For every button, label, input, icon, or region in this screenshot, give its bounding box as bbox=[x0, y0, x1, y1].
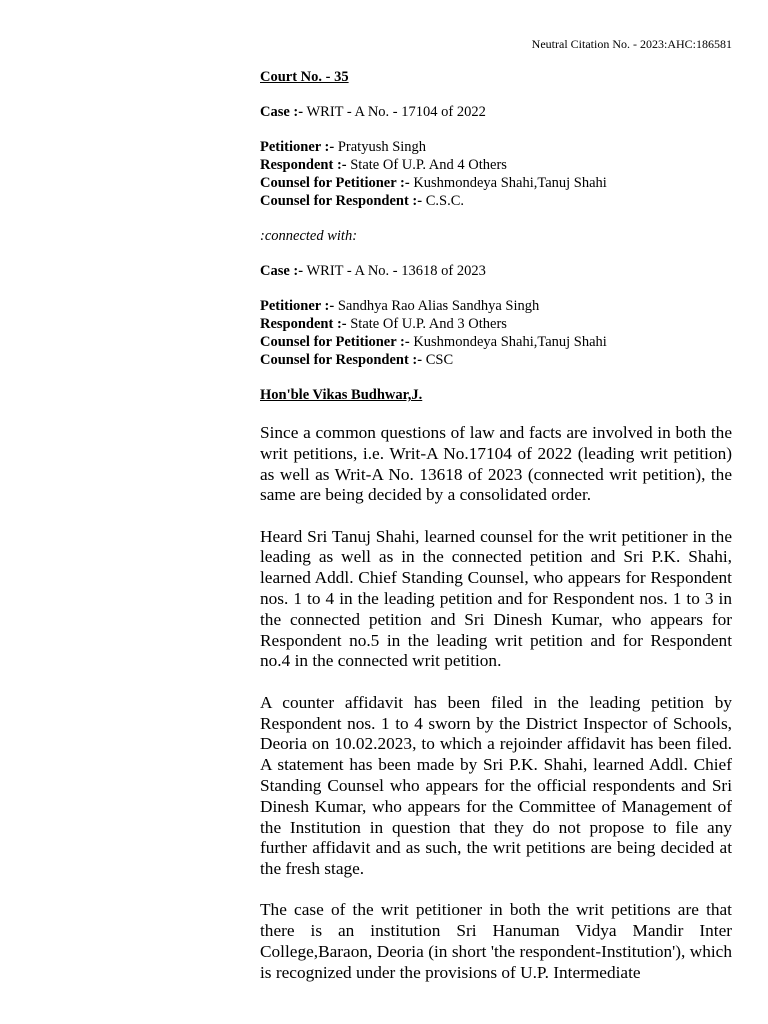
case2-petitioner bbox=[260, 297, 732, 315]
case1-respondent bbox=[260, 156, 732, 174]
case1-label: Case :- bbox=[260, 104, 304, 120]
counsel-respondent-label: Counsel for Respondent :- bbox=[260, 352, 423, 368]
counsel-respondent-name: C.S.C. bbox=[422, 193, 464, 209]
case1-counsel-petitioner bbox=[260, 174, 732, 192]
paragraph: A counter affidavit has been filed in the leading petition by Respondent nos. 1 to 4 sworn by the District Inspector of Schools, Deoria on 10.02.2023, to which a rejoinder affidavit has been filed. A statement has been made by Sri P.K. Shahi, learned Addl. Chief Standing Counsel who appears for the official respondents and Sri Dinesh Kumar, who appears for the Committee of Management of the Institution in question that they do not propose to file any further affidavit and as such, the writ petitions are being decided at the fresh stage. bbox=[260, 692, 732, 879]
paragraph: Since a common questions of law and facts are involved in both the writ petitions, i.e. Writ-A No.17104 of 2022 (leading writ petition) as well as Writ-A No. 13618 of 2023 (connected writ petition), the same are being decided by a consolidated order. bbox=[260, 423, 732, 505]
paragraph: Heard Sri Tanuj Shahi, learned counsel for the writ petitioner in the leading as well as in the connected petition and Sri P.K. Shahi, learned Addl. Chief Standing Counsel, who appears for Respondent nos. 1 to 4 in the leading petition and for Respondent nos. 1 to 3 in the connected petition and Sri Dinesh Kumar, who appears for Respondent no.5 in the leading writ petition and for Respondent no.4 in the connected writ petition. bbox=[260, 526, 732, 671]
case2-counsel-petitioner bbox=[260, 333, 732, 351]
case2-label: Case :- bbox=[260, 263, 304, 279]
counsel-respondent-name: CSC bbox=[422, 352, 454, 368]
respondent-name: State Of U.P. And 3 Others bbox=[346, 316, 507, 332]
case1-counsel-respondent bbox=[260, 192, 732, 210]
judgment-body bbox=[260, 423, 732, 984]
case-header bbox=[260, 68, 732, 404]
case1-number: WRIT - A No. - 17104 of 2022 bbox=[303, 104, 486, 120]
petitioner-label: Petitioner :- bbox=[260, 298, 335, 314]
case2-counsel-respondent bbox=[260, 351, 732, 369]
case2-line bbox=[260, 262, 732, 280]
paragraph: The case of the writ petitioner in both the writ petitions are that there is an institution Sri Hanuman Vidya Mandir Inter College,Baraon, Deoria (in short 'the respondent-Institution'), which is recognized under the provisions of U.P. Intermediate bbox=[260, 900, 732, 982]
case1-petitioner bbox=[260, 138, 732, 156]
counsel-petitioner-name: Kushmondeya Shahi,Tanuj Shahi bbox=[409, 334, 607, 350]
judge-name: Hon'ble Vikas Budhwar,J. bbox=[260, 387, 423, 403]
case2-number: WRIT - A No. - 13618 of 2023 bbox=[303, 263, 486, 279]
petitioner-name: Pratyush Singh bbox=[334, 139, 427, 155]
court-number: Court No. - 35 bbox=[260, 69, 349, 85]
counsel-petitioner-name: Kushmondeya Shahi,Tanuj Shahi bbox=[409, 175, 607, 191]
respondent-label: Respondent :- bbox=[260, 316, 347, 332]
judgment-content bbox=[260, 68, 732, 1004]
petitioner-name: Sandhya Rao Alias Sandhya Singh bbox=[334, 298, 540, 314]
case1-line bbox=[260, 103, 732, 121]
respondent-label: Respondent :- bbox=[260, 157, 347, 173]
case2-respondent bbox=[260, 315, 732, 333]
counsel-respondent-label: Counsel for Respondent :- bbox=[260, 193, 423, 209]
counsel-petitioner-label: Counsel for Petitioner :- bbox=[260, 334, 410, 350]
connected-with: :connected with: bbox=[260, 228, 358, 244]
respondent-name: State Of U.P. And 4 Others bbox=[346, 157, 507, 173]
counsel-petitioner-label: Counsel for Petitioner :- bbox=[260, 175, 410, 191]
neutral-citation: Neutral Citation No. - 2023:AHC:186581 bbox=[531, 37, 732, 51]
petitioner-label: Petitioner :- bbox=[260, 139, 335, 155]
